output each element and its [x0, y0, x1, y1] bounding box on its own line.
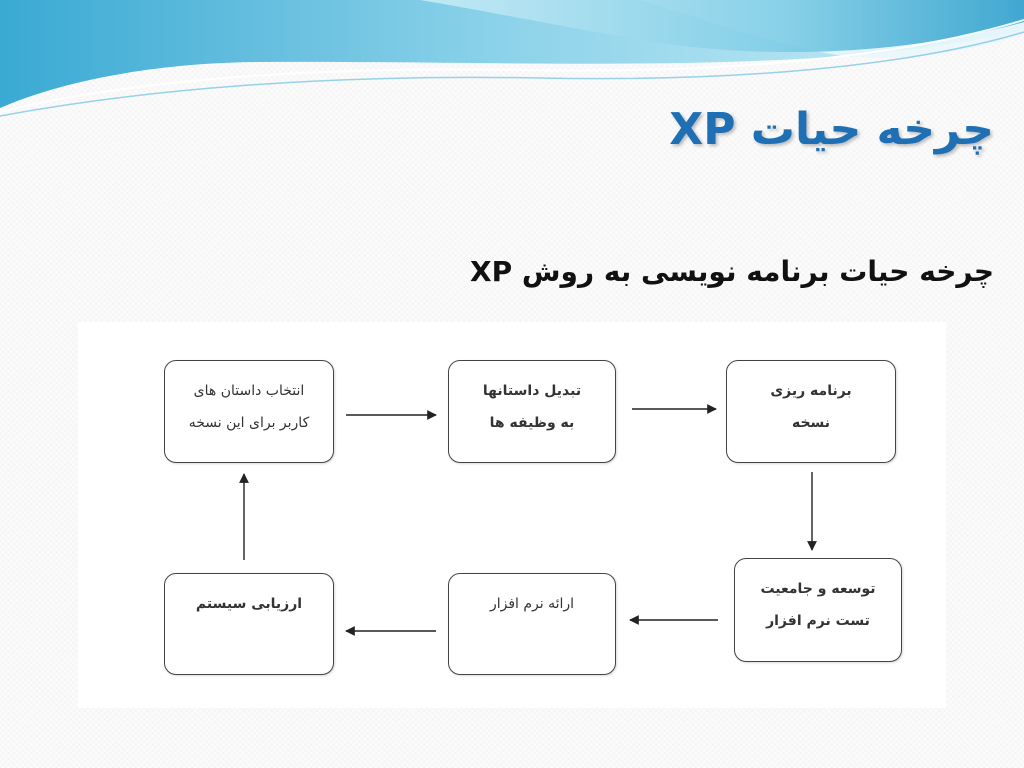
step-label-line: ارائه نرم افزار: [489, 596, 575, 612]
step-label-line: کاربر برای این نسخه: [188, 415, 310, 431]
xp-lifecycle-diagram: [78, 322, 946, 708]
step-label-line: تست نرم افزار: [766, 613, 870, 629]
step-convert-stories-to-tasks: [448, 360, 616, 463]
step-develop-integrate-test: [734, 558, 902, 662]
step-label-line: به وظیفه ها: [489, 415, 575, 431]
step-release-software: [448, 573, 616, 675]
step-label-line: برنامه ریزی: [770, 383, 852, 399]
step-label-line: توسعه و جامعیت: [760, 581, 876, 597]
slide-title: چرخه حیات XP: [669, 104, 994, 155]
step-label-line: انتخاب داستان های: [193, 383, 305, 399]
step-select-user-stories: [164, 360, 334, 463]
step-label-line: نسخه: [791, 415, 831, 431]
step-evaluate-system: [164, 573, 334, 675]
slide-subtitle: چرخه حیات برنامه نویسی به روش XP: [470, 255, 994, 288]
step-release-planning: [726, 360, 896, 463]
step-label-line: تبدیل داستانها: [482, 383, 582, 399]
step-label-line: ارزیابی سیستم: [195, 596, 303, 612]
